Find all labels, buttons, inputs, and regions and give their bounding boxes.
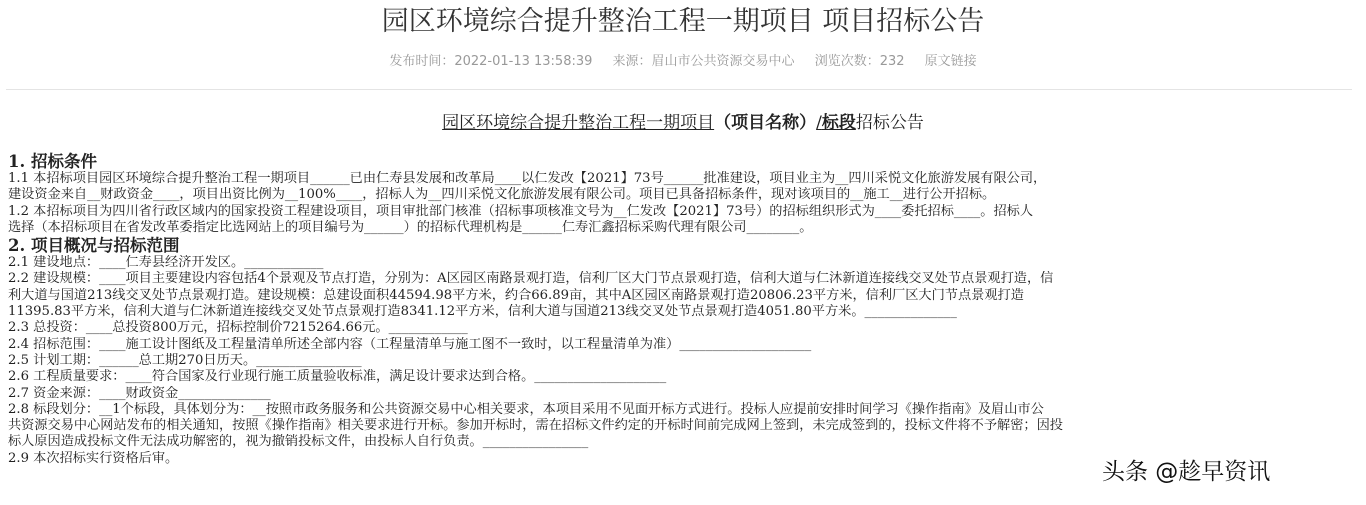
- line-2-2c: 11395.83平方米，信利大道与仁沐新道连接线交叉处节点景观打造8341.12平方米，信利大道与国道213线交叉处节点景观打造4051.80平方米。______________: [8, 304, 957, 320]
- line-2-7: 2.7 资金来源：____财政资金______________: [8, 385, 271, 401]
- divider: [6, 89, 1352, 90]
- original-link[interactable]: 原文链接: [924, 54, 977, 69]
- line-2-6: 2.6 工程质量要求：____符合国家及行业现行施工质量验收标准，满足设计要求达到合格。____________________: [8, 369, 667, 385]
- doc-title-project: 园区环境综合提升整治工程一期项目: [442, 113, 715, 133]
- line-2-9: 2.9 本次招标实行资格后审。: [8, 450, 179, 466]
- line-2-2a: 2.2 建设规模：____项目主要建设内容包括4个景观及节点打造，分别为：A区园区南路景观打造，信利厂区大门节点景观打造，信利大道与仁沐新道连接线交叉处节点景观打造，信: [8, 271, 1054, 287]
- view-count: 浏览次数：232: [814, 54, 905, 69]
- line-1-1a: 1.1 本招标项目园区环境综合提升整治工程一期项目______已由仁寿县发展和改革局____以仁发改【2021】73号______批准建设，项目业主为__四川采悦文化旅游发展有限公司，: [8, 171, 1047, 186]
- line-2-8a: 2.8 标段划分：__1个标段，具体划分为：__按照市政务服务和公共资源交易中心相关要求，本项目采用不见面开标方式进行。投标人应提前安排时间学习《操作指南》及眉山市公: [8, 401, 1044, 417]
- article-meta: [0, 53, 1366, 71]
- line-2-3: 2.3 总投资：____总投资800万元，招标控制价7215264.66元。____________: [8, 320, 468, 336]
- publish-time: 发布时间：2022-01-13 13:58:39: [389, 54, 593, 69]
- watermark: 头条 @趁早资讯: [1098, 456, 1274, 488]
- document-title: [0, 111, 1366, 135]
- heading-1: 1. 招标条件: [8, 152, 97, 171]
- line-2-5: 2.5 计划工期：______总工期270日历天。________________: [8, 352, 362, 368]
- line-1-2a: 1.2 本招标项目为四川省行政区域内的国家投资工程建设项目，项目审批部门核准（招标事项核准文号为__仁发改【2021】73号）的招标组织形式为____委托招标____。招标人: [8, 203, 1033, 219]
- line-1-1b: 建设资金来自__财政资金____，项目出资比例为__100%____，招标人为__四川采悦文化旅游发展有限公司。项目已具备招标条件，现对该项目的__施工__进行公开招标。: [8, 187, 996, 203]
- line-1-2b: 选择（本招标项目在省发改革委指定比选网站上的项目编号为______）的招标代理机构是______仁寿汇鑫招标采购代理有限公司________。: [8, 219, 813, 235]
- source: 来源：眉山市公共资源交易中心: [612, 54, 795, 69]
- doc-title-slash: /: [816, 113, 822, 133]
- line-2-4: 2.4 招标范围：____施工设计图纸及工程量清单所述全部内容（工程量清单与施工图不一致时，以工程量清单为准）____________________: [8, 336, 812, 352]
- line-2-1: 2.1 建设地点：____仁寿县经济开发区。____________: [8, 255, 324, 271]
- line-2-8c: 标人原因造成投标文件无法成功解密的，视为撤销投标文件，由投标人自行负责。________________: [8, 434, 589, 450]
- heading-2: 2. 项目概况与招标范围: [8, 236, 180, 256]
- doc-title-suffix: 招标公告: [855, 113, 924, 133]
- doc-title-section: 标段: [821, 113, 856, 133]
- line-2-8b: 共资源交易中心网站发布的相关通知，按照《操作指南》相关要求进行开标。参加开标时，需在招标文件约定的开标时间前完成网上签到，未完成签到的，投标文件将不予解密；因投: [8, 418, 1063, 434]
- page-title: 园区环境综合提升整治工程一期项目 项目招标公告: [381, 6, 985, 37]
- line-2-2b: 利大道与国道213线交叉处节点景观打造。建设规模：总建设面积44594.98平方米，约合66.89亩，其中A区园区南路景观打造20806.23平方米，信利厂区大门节点景观打造: [8, 287, 1024, 303]
- document-body: [8, 152, 1348, 467]
- doc-title-project-note: （项目名称）: [714, 113, 817, 133]
